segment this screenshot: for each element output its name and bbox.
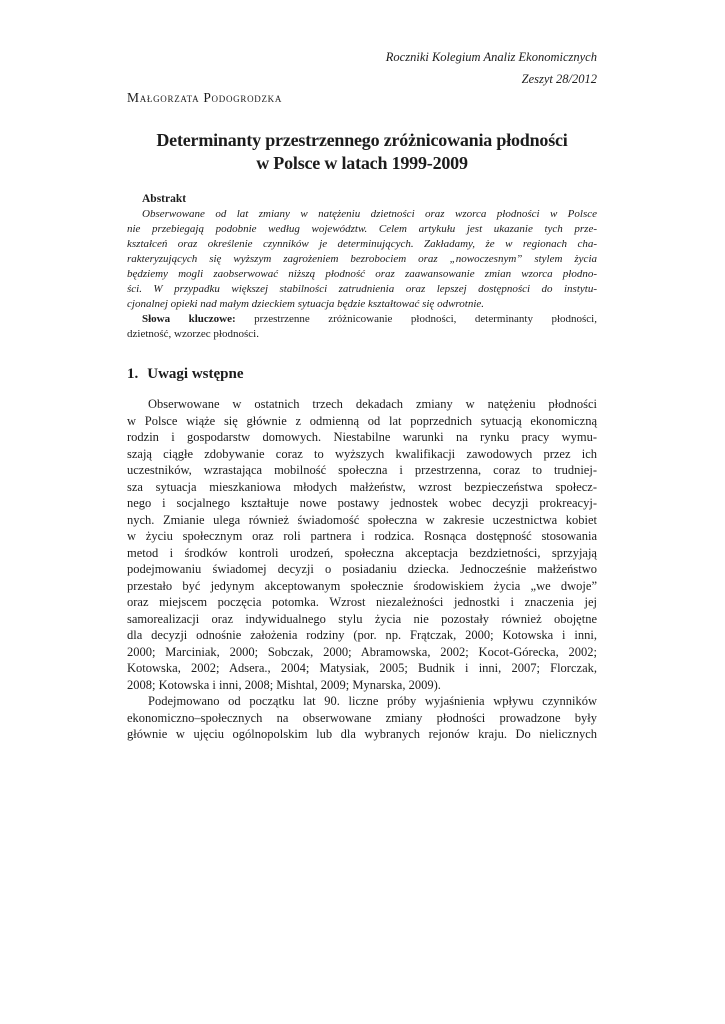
text-line: kształceń oraz określenie czynników je determinujących. Zakładamy, że w regionach cha- [127, 238, 597, 250]
article-title-line2: w Polsce w latach 1999-2009 [256, 152, 468, 173]
text-line: 2008; Kotowska i inni, 2008; Mishtal, 2009; Mynarska, 2009). [127, 677, 441, 692]
text-line: sza sytuacja mieszkaniowa młodych małżeństw, wzrost bezpieczeństwa społecz- [127, 479, 597, 494]
text-line: rodzin i gospodarstw domowych. Niestabilne warunki na rynku pracy wymu- [127, 430, 597, 444]
body-text [127, 396, 597, 743]
author-name: Małgorzata Podogrodzka [127, 90, 283, 105]
text-line: rakteryzujących się wyższym zagrożeniem bezrobociem oraz „nowoczesnym” stylem życia [127, 253, 597, 265]
keywords-line-2: dzietność, wzorzec płodności. [127, 328, 259, 340]
text-line: szają ciągłe zdobywanie coraz to wyższych kwalifikacji zawodowych przez ich [127, 446, 597, 461]
journal-title: Roczniki Kolegium Analiz Ekonomicznych [385, 50, 597, 64]
text-line: oraz miejscem poczęcia potomka. Wzrost niezależności jednostki i znaczenia jej [127, 595, 597, 609]
abstract-text [127, 207, 597, 312]
text-line: Obserwowane w ostatnich trzech dekadach zmiany w natężeniu płodności [148, 397, 597, 411]
text-line: nych. Zmianie ulega również świadomość społeczna w zakresie uczestnictwa kobiet [127, 512, 597, 527]
text-line: głównie w ujęciu ogólnopolskim lub dla wybranych rejonów kraju. Do nielicznych [127, 727, 597, 741]
keywords-label: Słowa kluczowe: [142, 313, 236, 325]
keywords-line [127, 312, 597, 327]
article-title [127, 129, 597, 174]
text-line: metod i środków kontroli urodzeń, społeczna akceptacja bezdzietności, sprzyjają [127, 545, 597, 560]
text-line: ekonomiczno–społecznych na obserwowane zmiany płodności prowadzone były [127, 710, 597, 725]
issue-number: Zeszyt 28/2012 [521, 72, 597, 86]
article-title-line1: Determinanty przestrzennego zróżnicowania płodności [156, 130, 568, 150]
text-line: przestało być jedynym akceptowanym społecznie środowiskiem życia „we dwoje” [127, 578, 597, 593]
text-line: dla decyzji odnośnie założenia rodziny (por. np. Frątczak, 2000; Kotowska i inni, [127, 628, 597, 642]
text-line: samorealizacji oraz indywidualnego stylu życia nie pozostały również obojętne [127, 611, 597, 626]
text-line: w Polsce wiąże się głównie z odmienną od lat poprzednich sytuacją ekonomiczną [127, 413, 597, 428]
text-line: w życiu społecznym oraz roli partnera i rodzica. Rosnąca dostępność stosowania [127, 529, 597, 543]
text-line: ści. W przypadku większej stabilności zatrudnienia oraz lepszej dostępności do instytu- [127, 283, 597, 295]
text-line: uczestników, wzrastająca mobilność społeczna i przestrzenna, coraz to trudniej- [127, 463, 597, 477]
abstract-heading: Abstrakt [142, 193, 187, 205]
section-number: 1. [127, 366, 139, 382]
text-line: podejmowaniu świadomej decyzji o posiadaniu dziecka. Jednocześnie małżeństwo [127, 562, 597, 576]
text-line: będziemy mogli zaobserwować niższą płodność oraz zaawansowanie zmian wzorca płodno- [127, 268, 597, 280]
text-line: Obserwowane od lat zmiany w natężeniu dzietności oraz wzorca płodności w Polsce [142, 208, 597, 220]
abstract-section [127, 192, 597, 342]
section-title: Uwagi wstępne [147, 366, 244, 382]
text-line: nego i socjalnego kształtuje nowe postawy jednostek wobec decyzji prokreacyj- [127, 496, 597, 510]
paragraph-1 [127, 396, 597, 693]
text-line: Podejmowano od początku lat 90. liczne próby wyjaśnienia wpływu czynników [148, 694, 597, 708]
running-head [127, 46, 597, 90]
text-line: Kotowska, 2002; Adsera., 2004; Matysiak, 2005; Budnik i inni, 2007; Florczak, [127, 661, 597, 675]
keywords-text: przestrzenne zróżnicowanie płodności, determinanty płodności, [235, 313, 597, 325]
text-line: 2000; Marciniak, 2000; Sobczak, 2000; Abramowska, 2002; Kocot-Górecka, 2002; [127, 644, 597, 659]
text-line: cjonalnej opieki nad małym dzieckiem sytuacja będzie kształtować się odwrotnie. [127, 298, 485, 310]
text-line: nie przebiegają podobnie według województw. Celem artykułu jest ukazanie tych prze- [127, 223, 597, 235]
paragraph-2 [127, 693, 597, 743]
section-heading [127, 366, 244, 383]
